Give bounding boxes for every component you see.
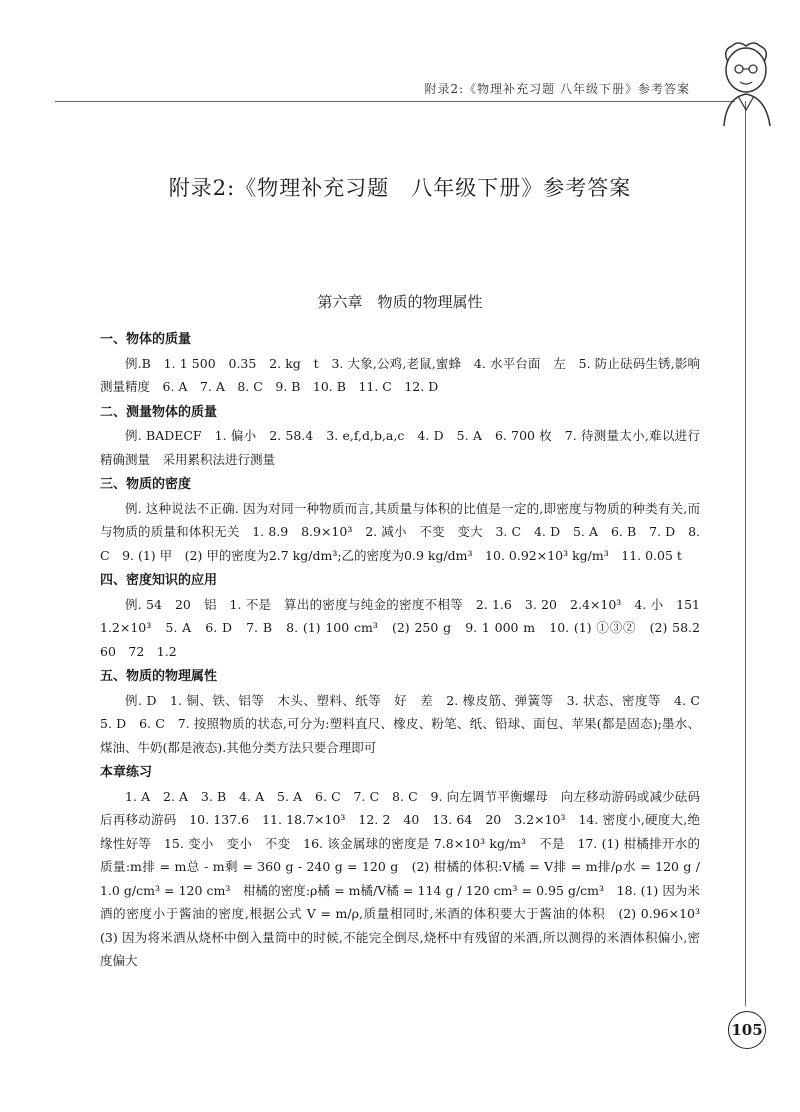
section-answers: 例. D 1. 铜、铁、铝等 木头、塑料、纸等 好 差 2. 橡皮筋、弹簧等 3. 状态、密度等 4. C 5. D 6. C 7. 按照物质的状态,可分为:塑料直尺、橡皮、粉笔、纸、铅球、面包、苹果(都是固态);墨水、煤油、牛奶(都是液态).其他分类方法只要合理即可 [100, 692, 713, 755]
page-title: 附录2:《物理补充习题 八年级下册》参考答案 [168, 176, 632, 200]
page-number: 105 [728, 1011, 766, 1049]
section-answers: 例. BADECF 1. 偏小 2. 58.4 3. e,f,d,b,a,c 4. D 5. A 6. 700 枚 7. 待测量太小,难以进行精确测量 采用累积法进行测量 [100, 428, 700, 467]
section-heading: 五、物质的物理属性 [100, 669, 218, 684]
section-heading: 一、物体的质量 [100, 332, 192, 347]
section-heading: 二、测量物体的质量 [100, 404, 218, 420]
section-answers: 例. 54 20 铝 1. 不是 算出的密度与纯金的密度不相等 2. 1.6 3. 20 2.4×10³ 4. 小 151 1.2×10³ 5. A 6. D 7. B 8. (1) 100 cm³ (2) 250 g 9. 1 000 m 10. (1) ①③② (2) 58.2 60 72 1.2 [100, 596, 713, 659]
cartoon-scientist-icon [708, 40, 784, 128]
section-answers: 例. 这种说法不正确. 因为对同一种物质而言,其质量与体积的比值是一定的,即密度与物质的种类有关,而与物质的质量和体积无关 1. 8.9 8.9×10³ 2. 减小 不变 变大 3. C 4. D 5. A 6. B 7. D 8. C 9. (1) 甲 (2) 甲的密度为2.7 kg/dm³;乙的密度为0.9 kg/dm³ 10. 0.92×10³ kg/m³ 11. 0.05 t [100, 500, 700, 563]
margin-rule [745, 101, 746, 1006]
section-heading: 三、物质的密度 [100, 477, 192, 492]
chapter-title: 第六章 物质的物理属性 [317, 293, 483, 311]
section-heading: 四、密度知识的应用 [100, 573, 218, 588]
section-heading: 本章练习 [100, 765, 153, 780]
header-rule [55, 101, 735, 102]
answer-content [100, 326, 713, 973]
section-answers: 1. A 2. A 3. B 4. A 5. A 6. C 7. C 8. C 9. 向左调节平衡螺母 向左移动游码或减少砝码后再移动游码 10. 137.6 11. 18.7×10³ 12. 2 40 13. 64 20 3.2×10³ 14. 密度小,硬度大,绝缘性好等 15. 变小 变小 不变 16. 该金属球的密度是 7.8×10³ kg/m³ 不是 17. (1) 柑橘排开水的质量:m排 = m总 - m剩 = 360 g - 240 g = 120 g (2) 柑橘的体积:V橘 = V排 = m排/ρ水 = 120 g / 1.0 g/cm³ = 120 cm³ 柑橘的密度:ρ橘 = m橘/V橘 = 114 g / 120 cm³ = 0.95 g/cm³ 18. (1) 因为米酒的密度小于酱油的密度,根据公式 V = m/ρ,质量相同时,米酒的体积要大于酱油的体积 (2) 0.96×10³ (3) 因为将米酒从烧杯中倒入量筒中的时候,不能完全倒尽,烧杯中有残留的米酒,所以测得的米酒体积偏小,密度偏大 [100, 788, 713, 968]
running-head: 附录2:《物理补充习题 八年级下册》参考答案 [424, 82, 690, 96]
section-answers: 例.B 1. 1 500 0.35 2. kg t 3. 大象,公鸡,老鼠,蜜蜂 4. 水平台面 左 5. 防止砝码生锈,影响测量精度 6. A 7. A 8. C 9. B 10. B 11. C 12. D [100, 355, 700, 394]
